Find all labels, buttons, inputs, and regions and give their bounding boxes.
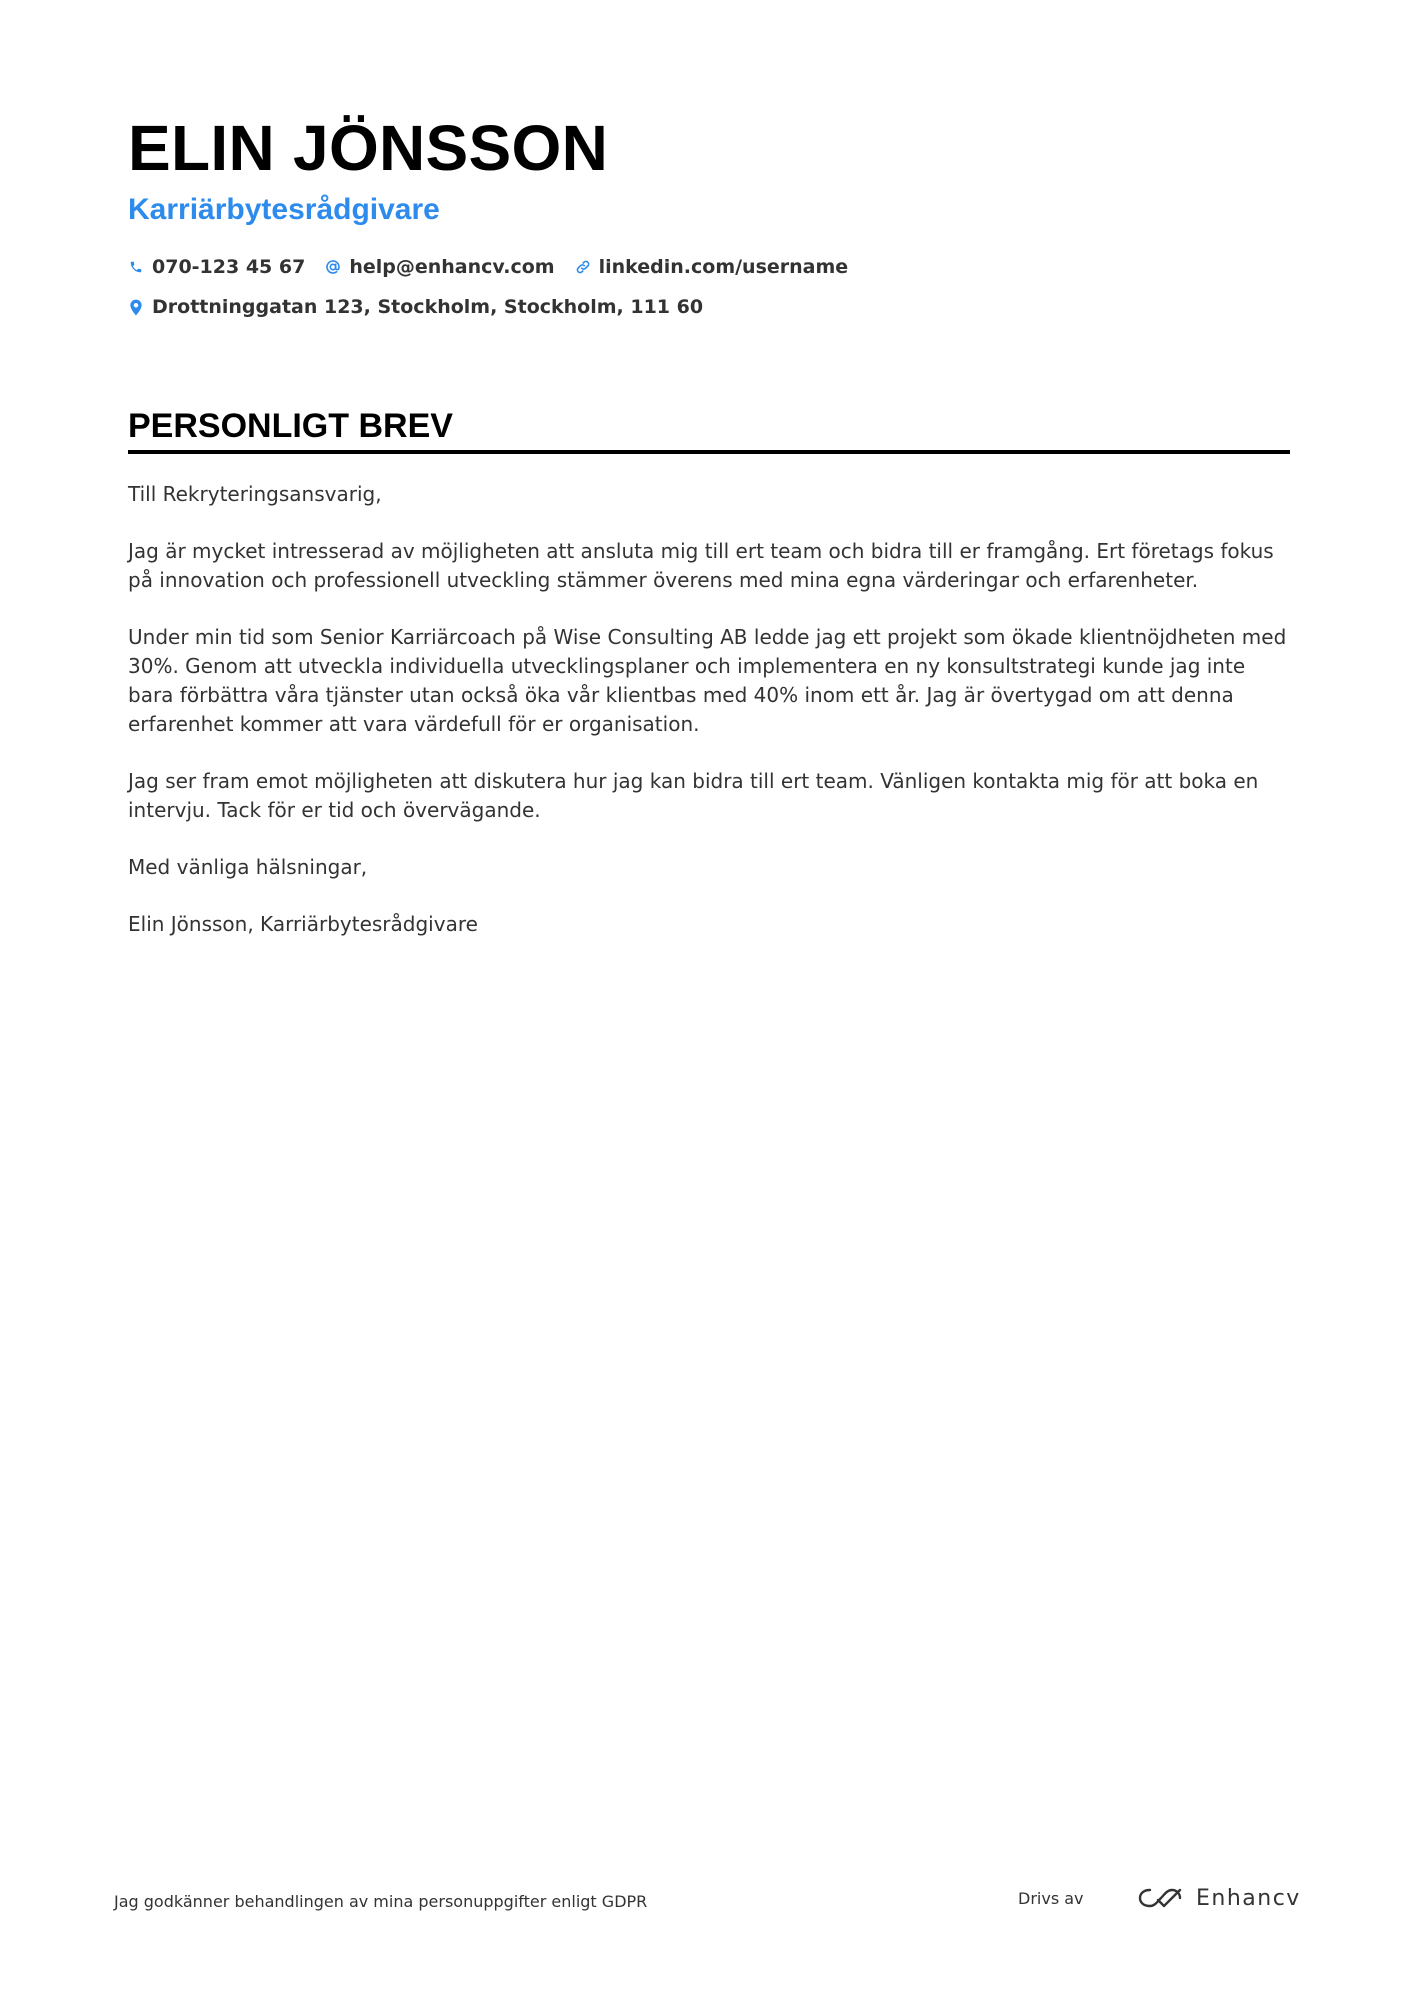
contact-row-primary [128,252,868,282]
letter-closing: Med vänliga hälsningar, [128,855,368,879]
phone-icon [128,257,144,277]
candidate-title: Karriärbytesrådgivare [128,193,440,226]
gdpr-consent-text: Jag godkänner behandlingen av mina personuppgifter enligt GDPR [114,1892,648,1911]
letter-paragraph: Jag ser fram emot möjligheten att diskutera hur jag kan bidra till ert team. Vänligen kontakta mig för att boka en intervju. Tack för er tid och övervägande. [128,769,1259,822]
enhancv-logo-icon [1138,1886,1184,1910]
contact-linkedin[interactable] [575,256,849,278]
powered-by-text: Drivs av [1018,1889,1084,1908]
candidate-name: ELIN JÖNSSON [128,112,609,184]
letter-paragraph: Under min tid som Senior Karriärcoach på Wise Consulting AB ledde jag ett projekt som ökade klientnöjdheten med 30%. Genom att utveckla individuella utvecklingsplaner och implementera en ny konsultstrategi kunde jag inte bara förbättra våra tjänster utan också öka vår klientbas med 40% inom ett år. Jag är övertygad om att denna erfarenhet kommer att vara värdefull för er organisation. [128,625,1287,736]
contact-phone [128,256,305,278]
at-icon [325,257,341,277]
contact-email[interactable] [325,256,554,278]
letter-body [128,480,1290,967]
linkedin-text: linkedin.com/username [598,256,849,278]
letter-paragraph: Jag är mycket intresserad av möjligheten att ansluta mig till ert team och bidra till er framgång. Ert företags fokus på innovation och professionell utveckling stämmer överens med mina egna värderingar och erfarenheter. [128,539,1274,592]
enhancv-brand[interactable] [1138,1878,1301,1918]
section-heading: PERSONLIGT BREV [128,407,453,445]
link-icon [575,257,591,277]
phone-text: 070-123 45 67 [152,256,306,278]
email-text: help@enhancv.com [349,256,555,278]
contact-address [128,296,703,318]
location-pin-icon [128,297,144,317]
letter-signature: Elin Jönsson, Karriärbytesrådgivare [128,912,478,936]
brand-name: Enhancv [1196,1885,1301,1911]
letter-salutation: Till Rekryteringsansvarig, [128,482,382,506]
contact-row-secondary [128,292,723,322]
address-text: Drottninggatan 123, Stockholm, Stockholm, 111 60 [152,296,704,318]
section-divider [128,450,1290,454]
